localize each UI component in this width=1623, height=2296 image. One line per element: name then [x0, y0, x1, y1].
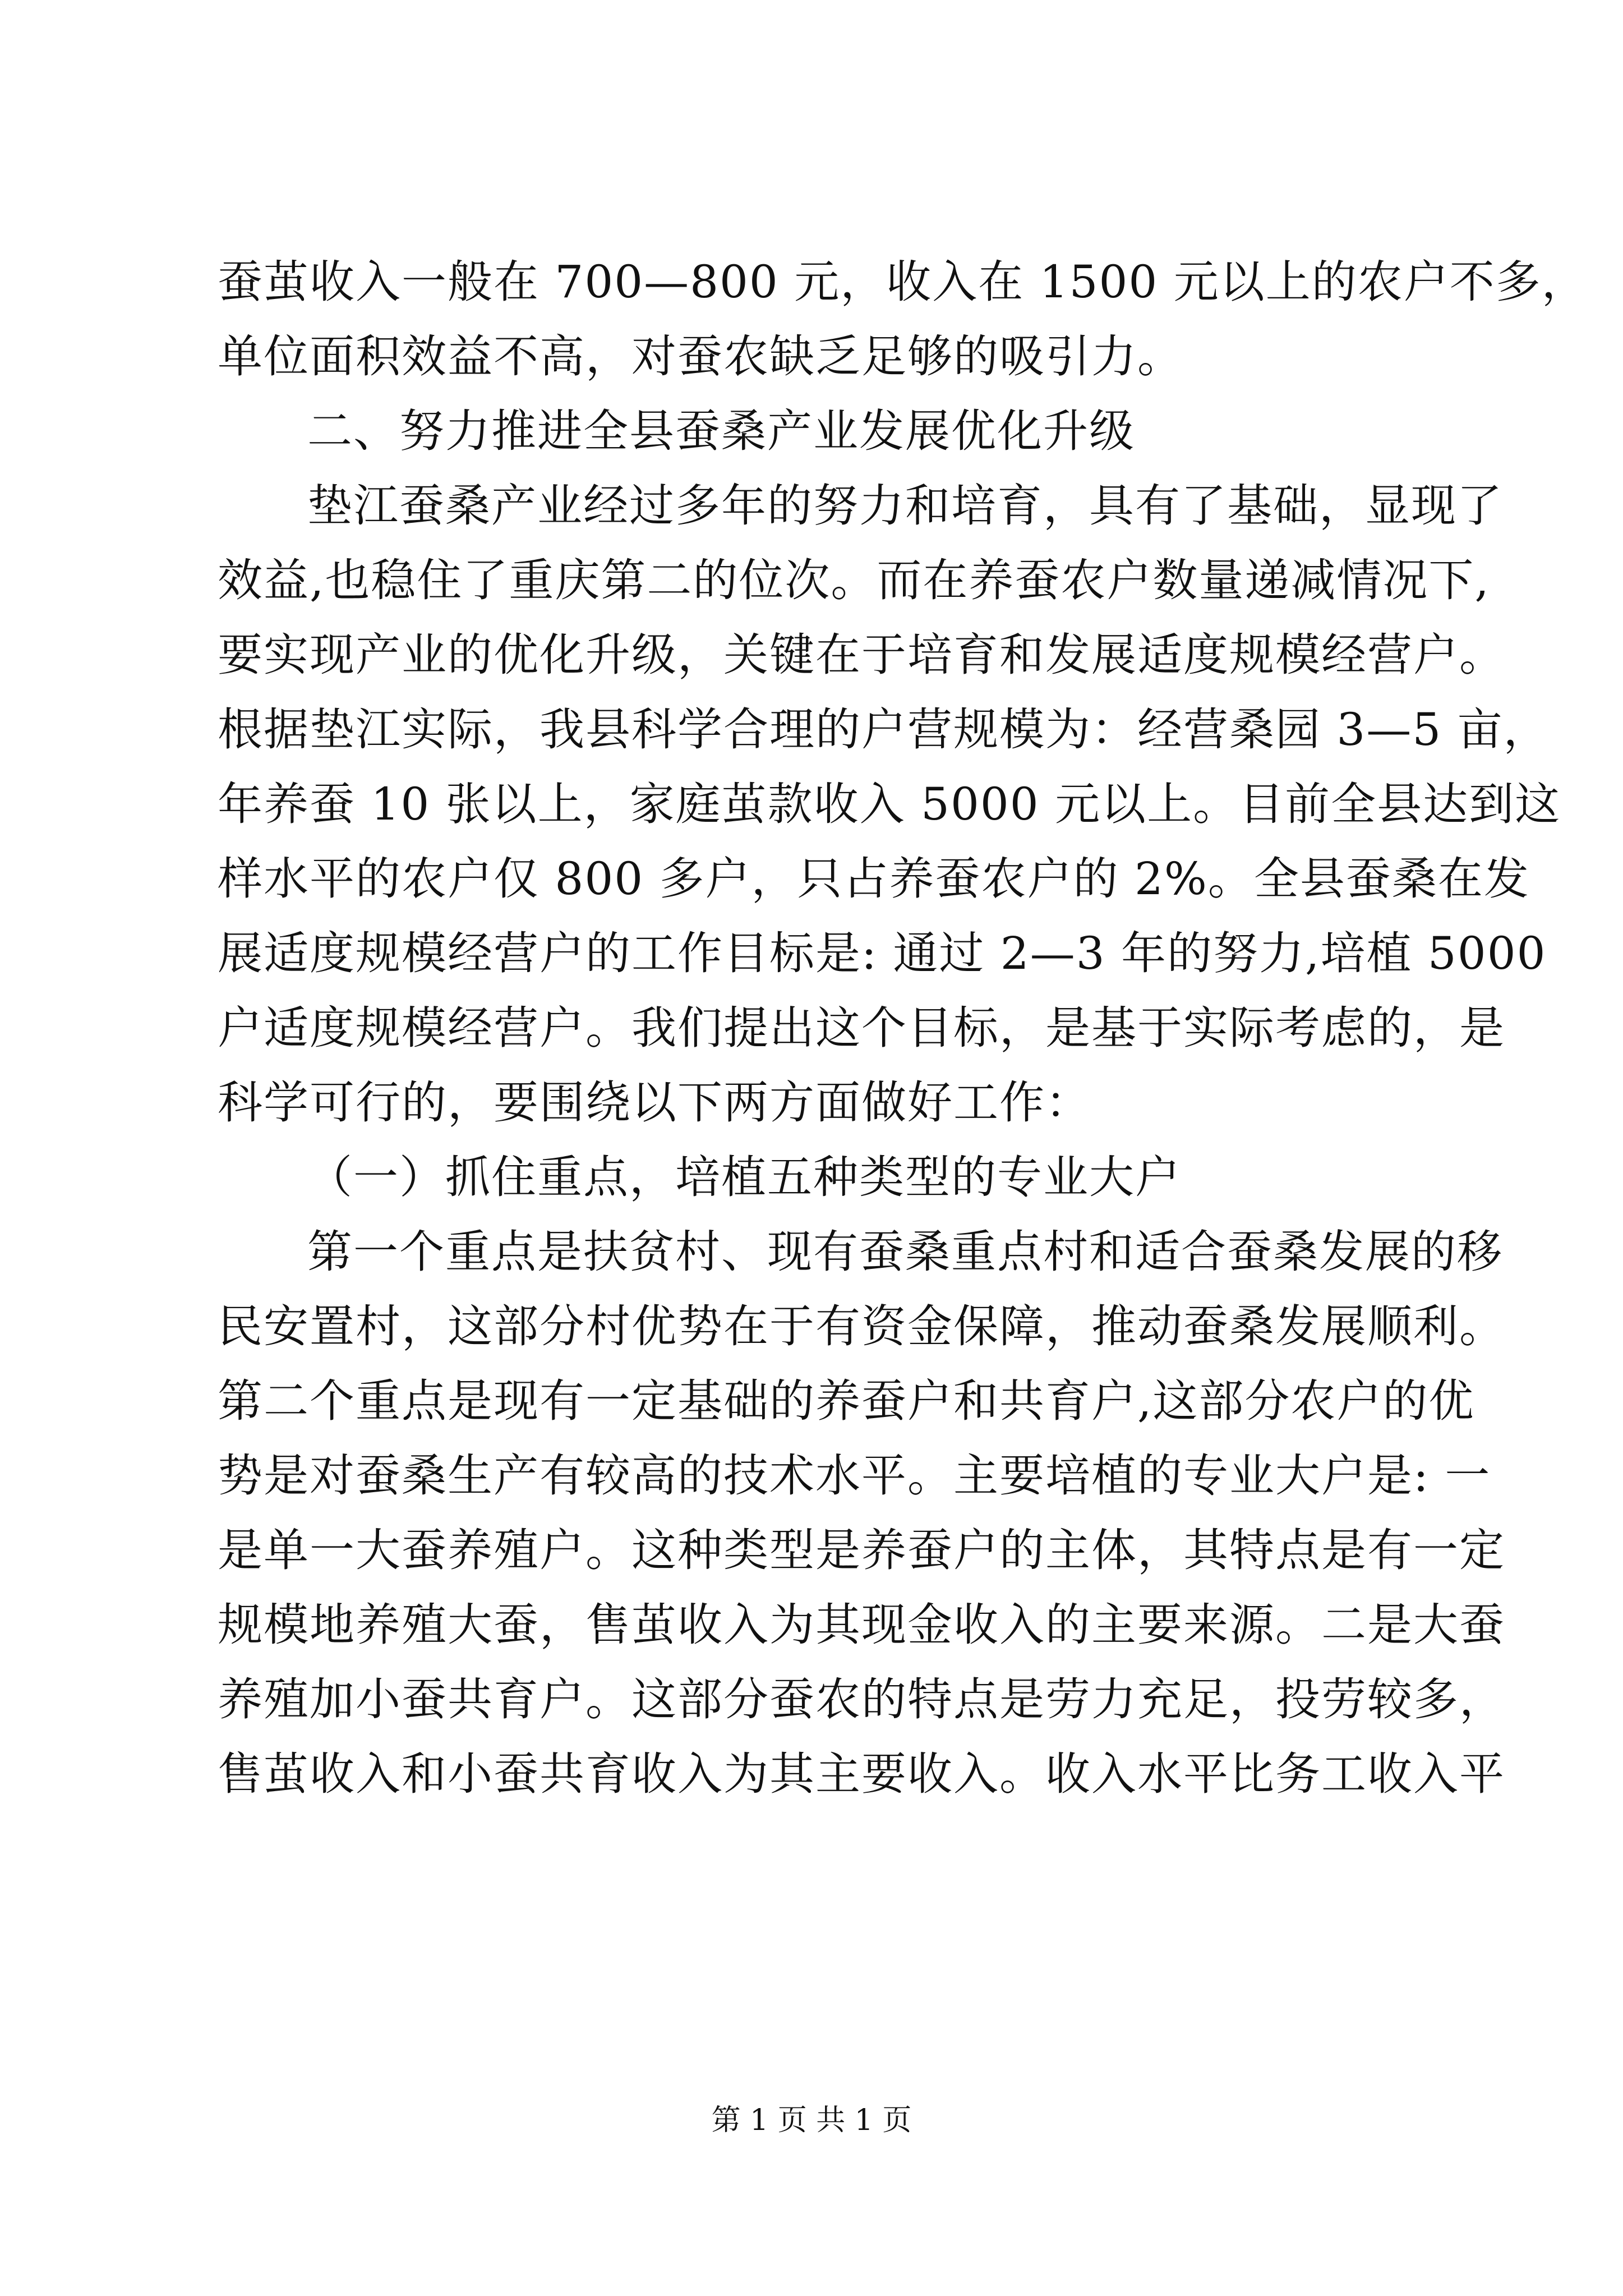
text-line: 样水平的农户仅 800 多户，只占养蚕农户的 2%。全县蚕桑在发	[218, 853, 1530, 905]
text-line: 户适度规模经营户。我们提出这个目标，是基于实际考虑的，是	[218, 1002, 1505, 1054]
page-footer: 第 1 页 共 1 页	[711, 2104, 912, 2137]
text-line: 效益,也稳住了重庆第二的位次。而在养蚕农户数量递减情况下,	[218, 554, 1490, 606]
text-line: 展适度规模经营户的工作目标是: 通过 2—3 年的努力,培植 5000	[218, 927, 1547, 979]
section-heading: 二、努力推进全县蚕桑产业发展优化升级	[307, 405, 1135, 457]
text-line: 售茧收入和小蚕共育收入为其主要收入。收入水平比务工收入平	[218, 1748, 1505, 1800]
text-line: 根据垫江实际，我县科学合理的户营规模为：经营桑园 3—5 亩，	[218, 703, 1550, 756]
text-line: 科学可行的，要围绕以下两方面做好工作：	[218, 1076, 1091, 1129]
text-line: 势是对蚕桑生产有较高的技术水平。主要培植的专业大户是: 一	[218, 1450, 1491, 1502]
text-line: 第一个重点是扶贫村、现有蚕桑重点村和适合蚕桑发展的移	[307, 1226, 1503, 1278]
text-line: 单位面积效益不高，对蚕农缺乏足够的吸引力。	[218, 330, 1183, 383]
text-line: 垫江蚕桑产业经过多年的努力和培育，具有了基础，显现了	[307, 480, 1503, 532]
text-line: 规模地养殖大蚕，售茧收入为其现金收入的主要来源。二是大蚕	[218, 1599, 1505, 1651]
text-line: 年养蚕 10 张以上，家庭茧款收入 5000 元以上。目前全县达到这	[218, 778, 1561, 830]
subsection-heading: （一）抓住重点，培植五种类型的专业大户	[307, 1151, 1181, 1203]
text-line: 要实现产业的优化升级，关键在于培育和发展适度规模经营户。	[218, 629, 1505, 681]
text-line: 是单一大蚕养殖户。这种类型是养蚕户的主体，其特点是有一定	[218, 1524, 1505, 1576]
text-line: 蚕茧收入一般在 700—800 元，收入在 1500 元以上的农户不多，	[218, 256, 1588, 308]
text-line: 民安置村，这部分村优势在于有资金保障，推动蚕桑发展顺利。	[218, 1300, 1505, 1352]
text-line: 第二个重点是现有一定基础的养蚕户和共育户,这部分农户的优	[218, 1375, 1475, 1427]
text-line: 养殖加小蚕共育户。这部分蚕农的特点是劳力充足，投劳较多，	[218, 1673, 1505, 1726]
